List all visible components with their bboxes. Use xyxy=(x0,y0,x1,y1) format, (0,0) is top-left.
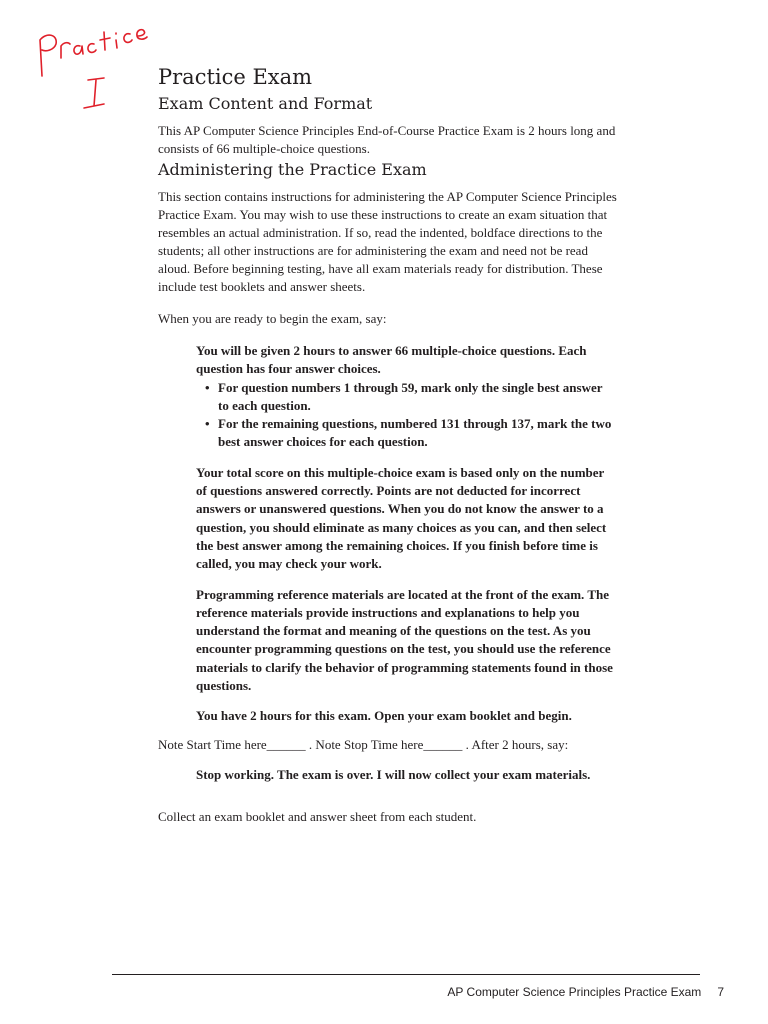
section-heading-administering: Administering the Practice Exam xyxy=(158,160,427,179)
main-content xyxy=(158,62,618,826)
page-title: Practice Exam xyxy=(158,65,313,89)
bullet-text: For the remaining questions, numbered 131 through 137, mark the two best answer choices for each question. xyxy=(218,416,612,450)
content-format-paragraph: This AP Computer Science Principles End-of-Course Practice Exam is 2 hours long and consists of 66 multiple-choice questions. xyxy=(158,123,616,156)
script-reference: Programming reference materials are located at the front of the exam. The reference materials provide instructions and explanations to help you understand the format and meaning of the questions on the test. As you encounter programming questions on the test, you should use the reference materials to clarify the behavior of programming statements found in those questions. xyxy=(196,586,613,694)
page-footer xyxy=(447,985,724,999)
script-begin-block xyxy=(196,707,616,725)
note-times-line: Note Start Time here______ . Note Stop Time here______ . After 2 hours, say: xyxy=(158,736,569,752)
script-reference-block xyxy=(196,586,616,696)
script-begin: You have 2 hours for this exam. Open your exam booklet and begin. xyxy=(196,708,572,724)
administering-paragraph: This section contains instructions for administering the AP Computer Science Principles Practice Exam. You may wish to use these instructions to create an exam situation that resembles an actual administration. If so, read the indented, boldface directions to the students; all other instructions are for administering the exam and need not be read aloud. Before beginning testing, have all exam materials ready for distribution. These include test booklets and answer sheets. xyxy=(158,189,617,294)
bullet-text: For question numbers 1 through 59, mark only the single best answer to each question. xyxy=(218,379,603,413)
script-intro: You will be given 2 hours to answer 66 multiple-choice questions. Each question has four answer choices. xyxy=(196,343,587,377)
script-stop: Stop working. The exam is over. I will now collect your exam materials. xyxy=(196,766,591,782)
footer-title: AP Computer Science Principles Practice Exam xyxy=(447,985,702,999)
script-intro-block xyxy=(196,342,616,452)
handwritten-annotation xyxy=(28,18,158,118)
instruction-bullet-list xyxy=(196,379,616,452)
script-scoring: Your total score on this multiple-choice exam is based only on the number of questions answered correctly. Points are not deducted for incorrect answers or unanswered questions. When you do not know the answer to a question, you should eliminate as many choices as you can, and then select the best answer among the remaining choices. If you finish before time is called, you may check your work. xyxy=(196,464,607,572)
script-scoring-block xyxy=(196,464,616,574)
bullet-icon: • xyxy=(205,379,210,395)
bullet-item xyxy=(196,379,616,416)
script-stop-block xyxy=(196,766,616,784)
footer-divider xyxy=(112,974,700,975)
bullet-item xyxy=(196,415,616,452)
collect-instruction: Collect an exam booklet and answer sheet from each student. xyxy=(158,808,477,824)
bullet-icon: • xyxy=(205,416,210,432)
section-heading-content-format: Exam Content and Format xyxy=(158,94,373,113)
page-number: 7 xyxy=(717,985,724,999)
when-ready-text: When you are ready to begin the exam, say: xyxy=(158,311,387,326)
